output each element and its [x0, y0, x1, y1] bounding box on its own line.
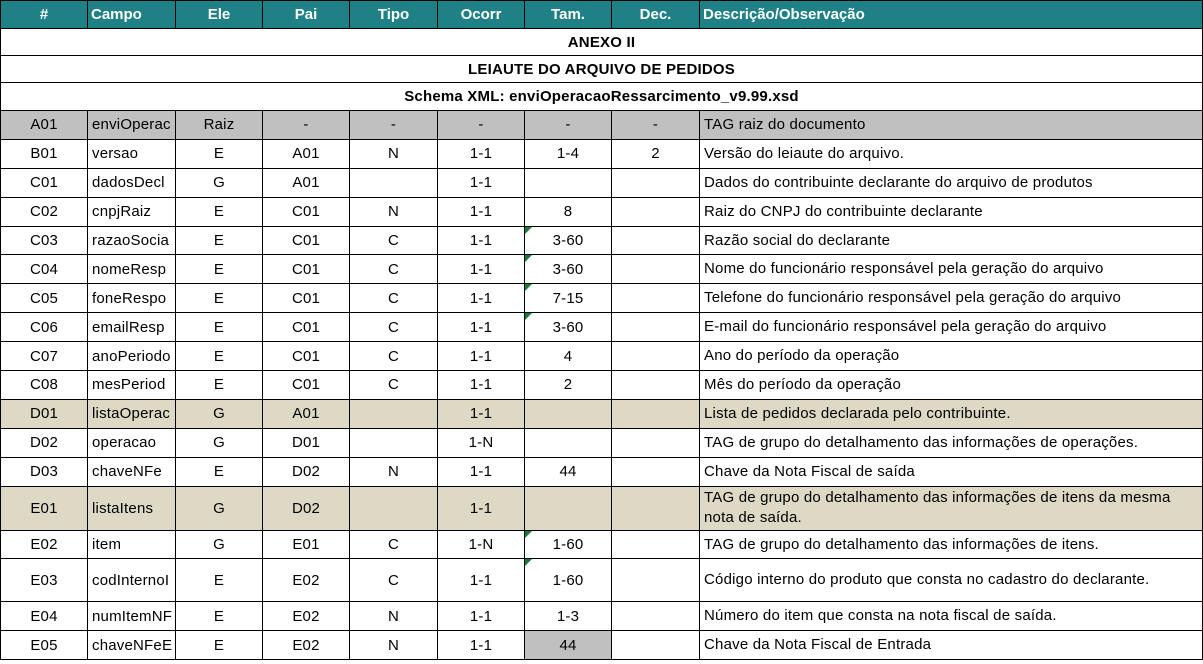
- cell-campo[interactable]: listaOperac: [88, 399, 176, 428]
- table-row: [1, 284, 1203, 313]
- table-row: [1, 428, 1203, 457]
- cell-id[interactable]: C03: [1, 226, 88, 255]
- comment-indicator-icon[interactable]: [525, 313, 532, 320]
- cell-dec[interactable]: [612, 371, 700, 400]
- cell-pai[interactable]: D01: [263, 428, 350, 457]
- cell-campo[interactable]: foneRespo: [88, 284, 176, 313]
- cell-pai[interactable]: E01: [263, 530, 350, 559]
- cell-campo[interactable]: item: [88, 530, 176, 559]
- cell-ocorr[interactable]: 1-1: [438, 168, 525, 197]
- cell-dec[interactable]: [612, 399, 700, 428]
- table-row: [1, 255, 1203, 284]
- cell-dec[interactable]: [612, 255, 700, 284]
- cell-ele[interactable]: E: [176, 371, 263, 400]
- cell-dec[interactable]: -: [612, 111, 700, 140]
- cell-id[interactable]: D02: [1, 428, 88, 457]
- cell-campo[interactable]: listaItens: [88, 486, 176, 530]
- cell-id[interactable]: A01: [1, 111, 88, 140]
- cell-dec[interactable]: [612, 313, 700, 342]
- cell-tipo[interactable]: C: [350, 530, 438, 559]
- cell-id[interactable]: C01: [1, 168, 88, 197]
- cell-campo[interactable]: chaveNFeE: [88, 631, 176, 660]
- cell-ocorr[interactable]: 1-1: [438, 342, 525, 371]
- cell-pai[interactable]: -: [263, 111, 350, 140]
- cell-tipo[interactable]: C: [350, 226, 438, 255]
- cell-pai[interactable]: C01: [263, 284, 350, 313]
- cell-dec[interactable]: [612, 226, 700, 255]
- cell-descricao[interactable]: TAG raiz do documento: [700, 111, 1203, 140]
- column-header-row: [1, 1, 1203, 29]
- cell-ele[interactable]: Raiz: [176, 111, 263, 140]
- cell-campo[interactable]: dadosDecl: [88, 168, 176, 197]
- cell-ele[interactable]: G: [176, 168, 263, 197]
- cell-ele[interactable]: E: [176, 457, 263, 486]
- cell-descricao[interactable]: Código interno do produto que consta no cadastro do declarante.: [700, 559, 1203, 602]
- cell-descricao[interactable]: Ano do período da operação: [700, 342, 1203, 371]
- comment-indicator-icon[interactable]: [525, 559, 532, 566]
- table-row: [1, 371, 1203, 400]
- cell-id[interactable]: C02: [1, 197, 88, 226]
- cell-tam[interactable]: 3-60: [525, 255, 612, 284]
- cell-tam[interactable]: 7-15: [525, 284, 612, 313]
- cell-campo[interactable]: chaveNFe: [88, 457, 176, 486]
- cell-campo[interactable]: codInternoI: [88, 559, 176, 602]
- cell-tipo[interactable]: N: [350, 139, 438, 168]
- comment-indicator-icon[interactable]: [525, 227, 532, 234]
- cell-ele[interactable]: G: [176, 399, 263, 428]
- col-header-dec: Dec.: [612, 1, 700, 29]
- cell-id[interactable]: C08: [1, 371, 88, 400]
- table-row: [1, 602, 1203, 631]
- cell-descricao[interactable]: Lista de pedidos declarada pelo contribuinte.: [700, 399, 1203, 428]
- cell-dec[interactable]: [612, 342, 700, 371]
- cell-dec[interactable]: [612, 457, 700, 486]
- cell-descricao[interactable]: Chave da Nota Fiscal de Entrada: [700, 631, 1203, 660]
- cell-ele[interactable]: E: [176, 342, 263, 371]
- cell-campo[interactable]: emailResp: [88, 313, 176, 342]
- col-header-descricao: Descrição/Observação: [700, 1, 1203, 29]
- cell-ocorr[interactable]: 1-1: [438, 226, 525, 255]
- cell-tam[interactable]: [525, 428, 612, 457]
- cell-tam[interactable]: 44: [525, 457, 612, 486]
- cell-campo[interactable]: nomeResp: [88, 255, 176, 284]
- cell-dec[interactable]: [612, 168, 700, 197]
- cell-dec[interactable]: [612, 559, 700, 602]
- cell-tipo[interactable]: C: [350, 342, 438, 371]
- cell-tam[interactable]: 1-4: [525, 139, 612, 168]
- col-header-id: #: [1, 1, 88, 29]
- cell-campo[interactable]: razaoSocia: [88, 226, 176, 255]
- cell-ocorr[interactable]: 1-1: [438, 255, 525, 284]
- cell-descricao[interactable]: Dados do contribuinte declarante do arquivo de produtos: [700, 168, 1203, 197]
- cell-campo[interactable]: numItemNF: [88, 602, 176, 631]
- cell-ocorr[interactable]: 1-1: [438, 139, 525, 168]
- cell-pai[interactable]: E02: [263, 559, 350, 602]
- cell-descricao[interactable]: Raiz do CNPJ do contribuinte declarante: [700, 197, 1203, 226]
- cell-descricao[interactable]: TAG de grupo do detalhamento das informações de itens da mesma nota de saída.: [700, 486, 1203, 530]
- cell-tam[interactable]: 4: [525, 342, 612, 371]
- cell-campo[interactable]: enviOperac: [88, 111, 176, 140]
- comment-indicator-icon[interactable]: [525, 255, 532, 262]
- cell-ocorr[interactable]: 1-1: [438, 371, 525, 400]
- cell-pai[interactable]: A01: [263, 139, 350, 168]
- cell-id[interactable]: B01: [1, 139, 88, 168]
- cell-campo[interactable]: versao: [88, 139, 176, 168]
- cell-pai[interactable]: C01: [263, 313, 350, 342]
- table-row: [1, 111, 1203, 140]
- comment-indicator-icon[interactable]: [525, 284, 532, 291]
- col-header-ocorr: Ocorr: [438, 1, 525, 29]
- cell-ocorr[interactable]: 1-1: [438, 399, 525, 428]
- cell-dec[interactable]: [612, 197, 700, 226]
- cell-id[interactable]: E04: [1, 602, 88, 631]
- cell-pai[interactable]: C01: [263, 226, 350, 255]
- table-row: [1, 197, 1203, 226]
- table-row: [1, 139, 1203, 168]
- cell-pai[interactable]: C01: [263, 371, 350, 400]
- cell-dec[interactable]: [612, 530, 700, 559]
- cell-id[interactable]: C07: [1, 342, 88, 371]
- table-row: [1, 226, 1203, 255]
- cell-ocorr[interactable]: 1-1: [438, 602, 525, 631]
- cell-campo[interactable]: anoPeriodo: [88, 342, 176, 371]
- cell-id[interactable]: D01: [1, 399, 88, 428]
- cell-descricao[interactable]: Mês do período da operação: [700, 371, 1203, 400]
- cell-descricao[interactable]: TAG de grupo do detalhamento das informações de itens.: [700, 530, 1203, 559]
- cell-tam[interactable]: [525, 168, 612, 197]
- cell-dec[interactable]: [612, 631, 700, 660]
- cell-pai[interactable]: D02: [263, 486, 350, 530]
- cell-tipo[interactable]: C: [350, 559, 438, 602]
- cell-tipo[interactable]: N: [350, 197, 438, 226]
- schema-label: Schema XML: enviOperacaoRessarcimento_v9.99.xsd: [1, 83, 1203, 111]
- cell-dec[interactable]: [612, 428, 700, 457]
- cell-id[interactable]: C04: [1, 255, 88, 284]
- col-header-pai: Pai: [263, 1, 350, 29]
- cell-descricao[interactable]: Versão do leiaute do arquivo.: [700, 139, 1203, 168]
- cell-descricao[interactable]: Chave da Nota Fiscal de saída: [700, 457, 1203, 486]
- cell-tipo[interactable]: C: [350, 313, 438, 342]
- cell-descricao[interactable]: Nome do funcionário responsável pela geração do arquivo: [700, 255, 1203, 284]
- cell-tam[interactable]: 3-60: [525, 226, 612, 255]
- cell-tipo[interactable]: N: [350, 631, 438, 660]
- cell-tipo[interactable]: [350, 428, 438, 457]
- table-row: [1, 168, 1203, 197]
- cell-tipo[interactable]: [350, 486, 438, 530]
- cell-dec[interactable]: [612, 486, 700, 530]
- cell-descricao[interactable]: E-mail do funcionário responsável pela geração do arquivo: [700, 313, 1203, 342]
- cell-ele[interactable]: G: [176, 530, 263, 559]
- cell-campo[interactable]: operacao: [88, 428, 176, 457]
- cell-tipo[interactable]: N: [350, 457, 438, 486]
- cell-tam[interactable]: -: [525, 111, 612, 140]
- cell-pai[interactable]: E02: [263, 602, 350, 631]
- cell-pai[interactable]: C01: [263, 255, 350, 284]
- cell-ocorr[interactable]: 1-N: [438, 428, 525, 457]
- cell-ocorr[interactable]: 1-N: [438, 530, 525, 559]
- cell-tam[interactable]: 1-60: [525, 559, 612, 602]
- cell-ele[interactable]: G: [176, 486, 263, 530]
- cell-id[interactable]: E02: [1, 530, 88, 559]
- cell-id[interactable]: D03: [1, 457, 88, 486]
- cell-id[interactable]: C05: [1, 284, 88, 313]
- cell-pai[interactable]: E02: [263, 631, 350, 660]
- sheet-title: ANEXO II: [1, 29, 1203, 56]
- cell-pai[interactable]: C01: [263, 197, 350, 226]
- cell-descricao[interactable]: Número do item que consta na nota fiscal de saída.: [700, 602, 1203, 631]
- cell-tam[interactable]: [525, 399, 612, 428]
- table-row: [1, 631, 1203, 660]
- cell-tam[interactable]: [525, 486, 612, 530]
- cell-dec[interactable]: [612, 284, 700, 313]
- cell-ele[interactable]: E: [176, 139, 263, 168]
- cell-tam[interactable]: 1-3: [525, 602, 612, 631]
- col-header-campo: Campo: [88, 1, 176, 29]
- cell-tam[interactable]: 2: [525, 371, 612, 400]
- col-header-tipo: Tipo: [350, 1, 438, 29]
- cell-ele[interactable]: E: [176, 197, 263, 226]
- cell-ocorr[interactable]: 1-1: [438, 197, 525, 226]
- col-header-tam: Tam.: [525, 1, 612, 29]
- cell-tipo[interactable]: C: [350, 371, 438, 400]
- cell-tipo[interactable]: C: [350, 284, 438, 313]
- cell-campo[interactable]: cnpjRaiz: [88, 197, 176, 226]
- cell-descricao[interactable]: TAG de grupo do detalhamento das informações de operações.: [700, 428, 1203, 457]
- cell-ele[interactable]: E: [176, 602, 263, 631]
- cell-ele[interactable]: E: [176, 631, 263, 660]
- cell-tam[interactable]: 8: [525, 197, 612, 226]
- cell-tipo[interactable]: C: [350, 255, 438, 284]
- cell-ocorr[interactable]: 1-1: [438, 631, 525, 660]
- table-row: [1, 486, 1203, 530]
- cell-pai[interactable]: D02: [263, 457, 350, 486]
- table-row: [1, 342, 1203, 371]
- cell-tipo[interactable]: [350, 399, 438, 428]
- cell-id[interactable]: E03: [1, 559, 88, 602]
- comment-indicator-icon[interactable]: [525, 531, 532, 538]
- cell-ocorr[interactable]: 1-1: [438, 559, 525, 602]
- cell-ele[interactable]: E: [176, 226, 263, 255]
- cell-dec[interactable]: 2: [612, 139, 700, 168]
- cell-ocorr[interactable]: 1-1: [438, 284, 525, 313]
- cell-descricao[interactable]: Razão social do declarante: [700, 226, 1203, 255]
- cell-tam[interactable]: 1-60: [525, 530, 612, 559]
- cell-descricao[interactable]: Telefone do funcionário responsável pela geração do arquivo: [700, 284, 1203, 313]
- cell-tipo[interactable]: [350, 168, 438, 197]
- table-row: [1, 559, 1203, 602]
- cell-ocorr[interactable]: 1-1: [438, 313, 525, 342]
- cell-ele[interactable]: E: [176, 284, 263, 313]
- cell-ele[interactable]: E: [176, 559, 263, 602]
- cell-pai[interactable]: A01: [263, 168, 350, 197]
- cell-dec[interactable]: [612, 602, 700, 631]
- cell-id[interactable]: C06: [1, 313, 88, 342]
- cell-tam[interactable]: 44: [525, 631, 612, 660]
- cell-id[interactable]: E05: [1, 631, 88, 660]
- table-row: [1, 313, 1203, 342]
- cell-ele[interactable]: E: [176, 255, 263, 284]
- table-row: [1, 457, 1203, 486]
- table-row: [1, 530, 1203, 559]
- cell-campo[interactable]: mesPeriod: [88, 371, 176, 400]
- cell-pai[interactable]: A01: [263, 399, 350, 428]
- sheet-subtitle: LEIAUTE DO ARQUIVO DE PEDIDOS: [1, 56, 1203, 83]
- cell-ele[interactable]: E: [176, 313, 263, 342]
- cell-id[interactable]: E01: [1, 486, 88, 530]
- cell-tam[interactable]: 3-60: [525, 313, 612, 342]
- cell-ele[interactable]: G: [176, 428, 263, 457]
- cell-tipo[interactable]: N: [350, 602, 438, 631]
- cell-tipo[interactable]: -: [350, 111, 438, 140]
- cell-pai[interactable]: C01: [263, 342, 350, 371]
- table-row: [1, 399, 1203, 428]
- col-header-ele: Ele: [176, 1, 263, 29]
- cell-ocorr[interactable]: -: [438, 111, 525, 140]
- cell-ocorr[interactable]: 1-1: [438, 486, 525, 530]
- cell-ocorr[interactable]: 1-1: [438, 457, 525, 486]
